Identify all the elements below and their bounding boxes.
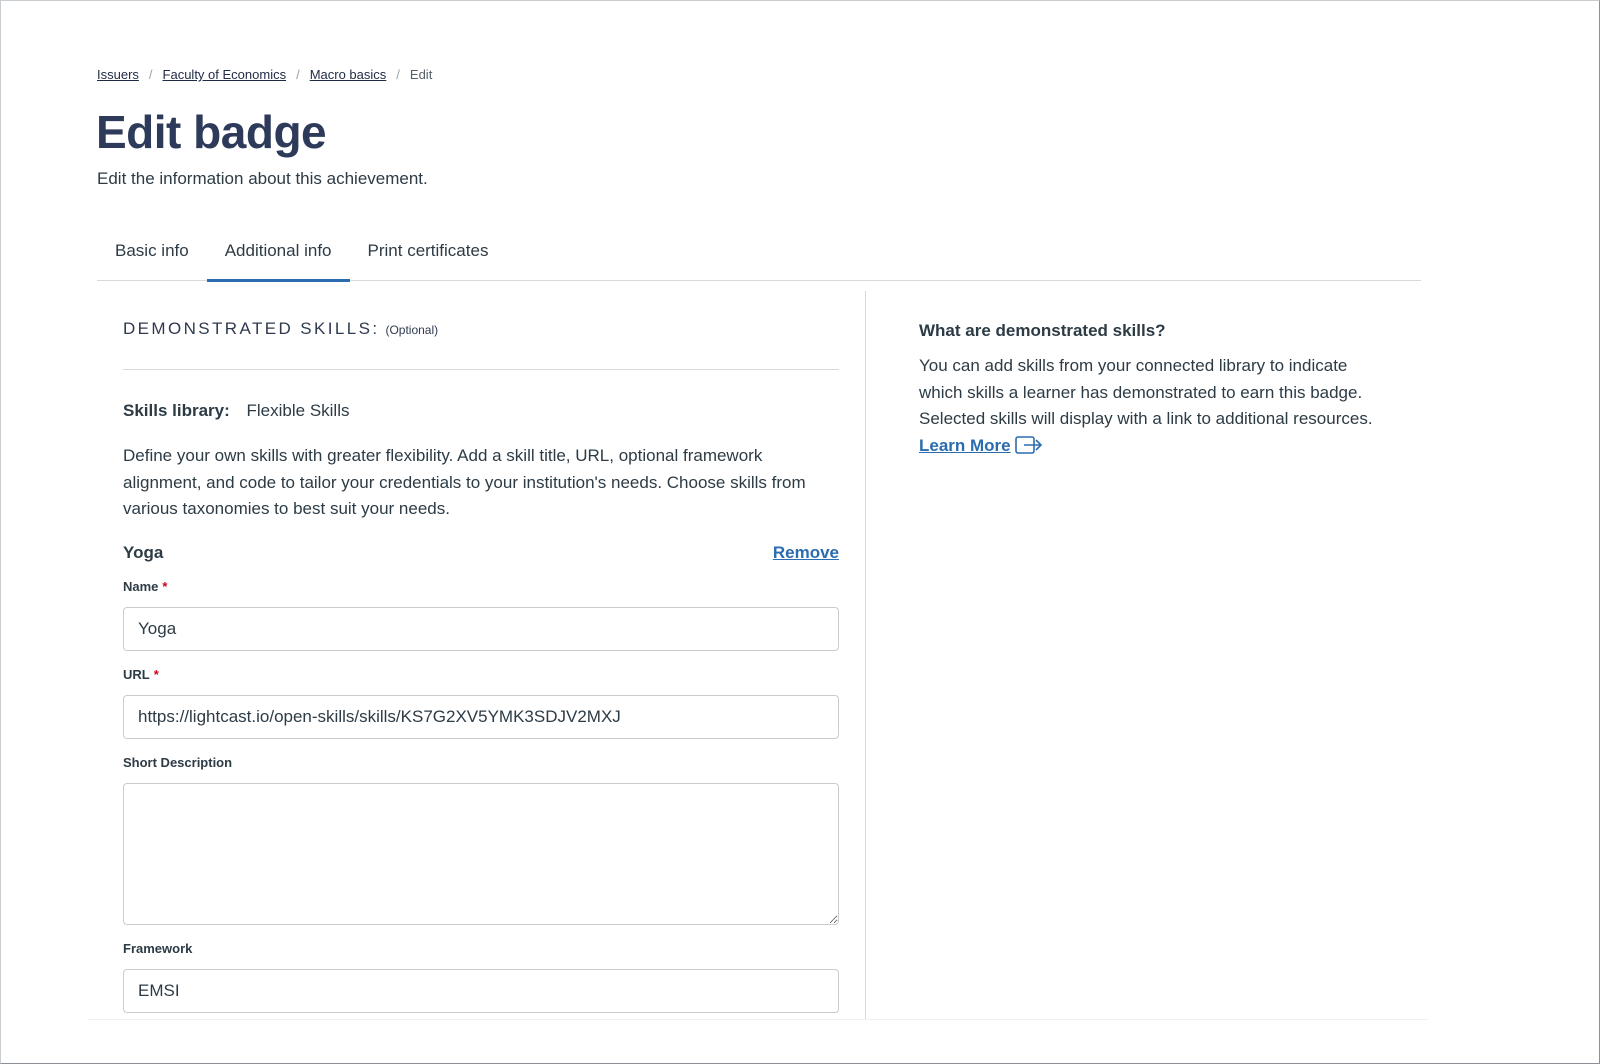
content-bottom-edge	[87, 1019, 1427, 1020]
required-marker: *	[162, 579, 168, 594]
help-body	[919, 353, 1379, 463]
breadcrumb-issuers[interactable]: Issuers	[97, 67, 139, 82]
learn-more-link[interactable]: Learn More	[919, 435, 1011, 455]
breadcrumb-badge[interactable]: Macro basics	[309, 67, 387, 82]
breadcrumb-separator: /	[396, 67, 400, 82]
name-input[interactable]	[123, 607, 839, 651]
skills-library	[123, 401, 350, 421]
breadcrumb-current: Edit	[409, 67, 433, 82]
page-subtitle: Edit the information about this achievement.	[97, 169, 428, 188]
tab-basic-info[interactable]: Basic info	[115, 241, 189, 260]
external-link-icon[interactable]	[1015, 435, 1043, 464]
column-divider	[865, 291, 866, 1019]
breadcrumb-separator: /	[148, 67, 153, 82]
optional-label: (Optional)	[385, 323, 439, 337]
name-label-text: Name	[123, 579, 159, 594]
skill-title: Yoga	[123, 543, 164, 562]
breadcrumb	[97, 67, 432, 82]
url-label	[123, 667, 159, 682]
breadcrumb-separator: /	[296, 67, 300, 82]
tab-print-certificates[interactable]: Print certificates	[367, 241, 489, 260]
section-divider	[123, 369, 839, 370]
tab-additional-info[interactable]: Additional info	[207, 231, 350, 281]
tab-bar	[97, 231, 1421, 281]
breadcrumb-faculty[interactable]: Faculty of Economics	[162, 67, 287, 82]
short-description-textarea[interactable]	[123, 783, 839, 925]
required-marker: *	[153, 667, 159, 682]
framework-label: Framework	[123, 941, 193, 956]
remove-skill-link[interactable]: Remove	[772, 543, 839, 562]
skills-description: Define your own skills with greater flexibility. Add a skill title, URL, optional framework alignment, and code to tailor your credentials to your institution's needs. Choose skills from various taxonomies to best suit your needs.	[123, 446, 806, 518]
help-body-text: You can add skills from your connected library to indicate which skills a learner has demonstrated to earn this badge. Selected skills will display with a link to additional resources.	[919, 356, 1373, 428]
name-label	[123, 579, 167, 594]
skills-library-label: Skills library:	[123, 401, 230, 420]
page-title: Edit badge	[96, 106, 327, 158]
help-title: What are demonstrated skills?	[919, 321, 1166, 340]
url-input[interactable]	[123, 695, 839, 739]
section-heading-text: DEMONSTRATED SKILLS:	[123, 319, 380, 338]
url-label-text: URL	[123, 667, 150, 682]
short-description-label: Short Description	[123, 755, 233, 770]
section-heading	[123, 319, 438, 339]
skills-library-value: Flexible Skills	[246, 401, 350, 420]
framework-input[interactable]	[123, 969, 839, 1013]
